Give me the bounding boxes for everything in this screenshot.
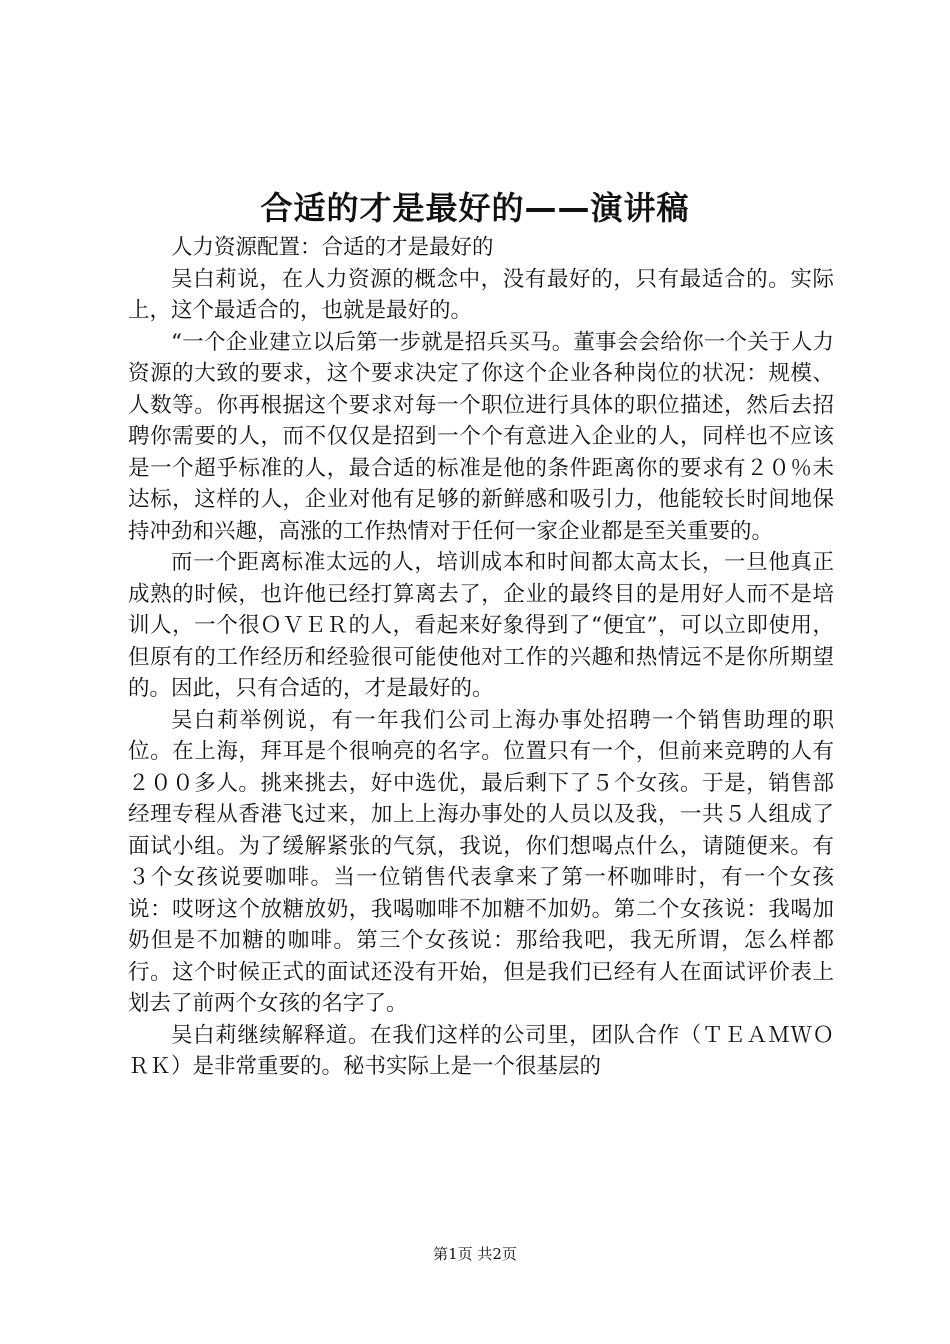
paragraph-subtitle: 人力资源配置：合适的才是最好的 — [171, 235, 494, 260]
paragraph: “一个企业建立以后第一步就是招兵买马。董事会会给你一个关于人力资源的大致的要求，这个要求决定了你这个企业各种岗位的状况：规模、人数等。你再根据这个要求对每一个职位进行具体的职位描述，然后去招聘你需要的人，而不仅仅是招到一个个有意进入企业的人，同样也不应该是一个超乎标准的人，最合适的标准是他的条件距离你的要求有２０％未达标，这样的人，企业对他有足够的新鲜感和吸引力，他能较长时间地保持冲劲和兴趣，高涨的工作热情对于任何一家企业都是至关重要的。 — [128, 329, 834, 544]
paragraph: 吴白莉说，在人力资源的概念中，没有最好的，只有最适合的。实际上，这个最适合的，也就是最好的。 — [128, 266, 834, 323]
document-body — [128, 232, 834, 1083]
paragraph: 吴白莉举例说，有一年我们公司上海办事处招聘一个销售助理的职位。在上海，拜耳是个很响亮的名字。位置只有一个，但前来竞聘的人有２００多人。挑来挑去，好中选优，最后剩下了５个女孩。于是，销售部经理专程从香港飞过来，加上上海办事处的人员以及我，一共５人组成了面试小组。为了缓解紧张的气氛，我说，你们想喝点什么，请随便来。有３个女孩说要咖啡。当一位销售代表拿来了第一杯咖啡时，有一个女孩说：哎呀这个放糖放奶，我喝咖啡不加糖不加奶。第二个女孩说：我喝加奶但是不加糖的咖啡。第三个女孩说：那给我吧，我无所谓，怎么样都行。这个时候正式的面试还没有开始，但是我们已经有人在面试评价表上划去了前两个女孩的名字了。 — [128, 707, 834, 1016]
paragraph: 而一个距离标准太远的人，培训成本和时间都太高太长，一旦他真正成熟的时候，也许他已经打算离去了，企业的最终目的是用好人而不是培训人，一个很ＯＶＥＲ的人，看起来好象得到了“便宜”，可以立即使用，但原有的工作经历和经验很可能使他对工作的兴趣和热情远不是你所期望的。因此，只有合适的，才是最好的。 — [128, 550, 834, 701]
document-title: 合适的才是最好的——演讲稿 — [260, 189, 690, 227]
page-footer: 第1页 共2页 — [433, 1245, 517, 1263]
paragraph: 吴白莉继续解释道。在我们这样的公司里，团队合作（ＴＥＡＭＷＯＲＫ）是非常重要的。秘书实际上是一个很基层的 — [128, 1022, 834, 1079]
